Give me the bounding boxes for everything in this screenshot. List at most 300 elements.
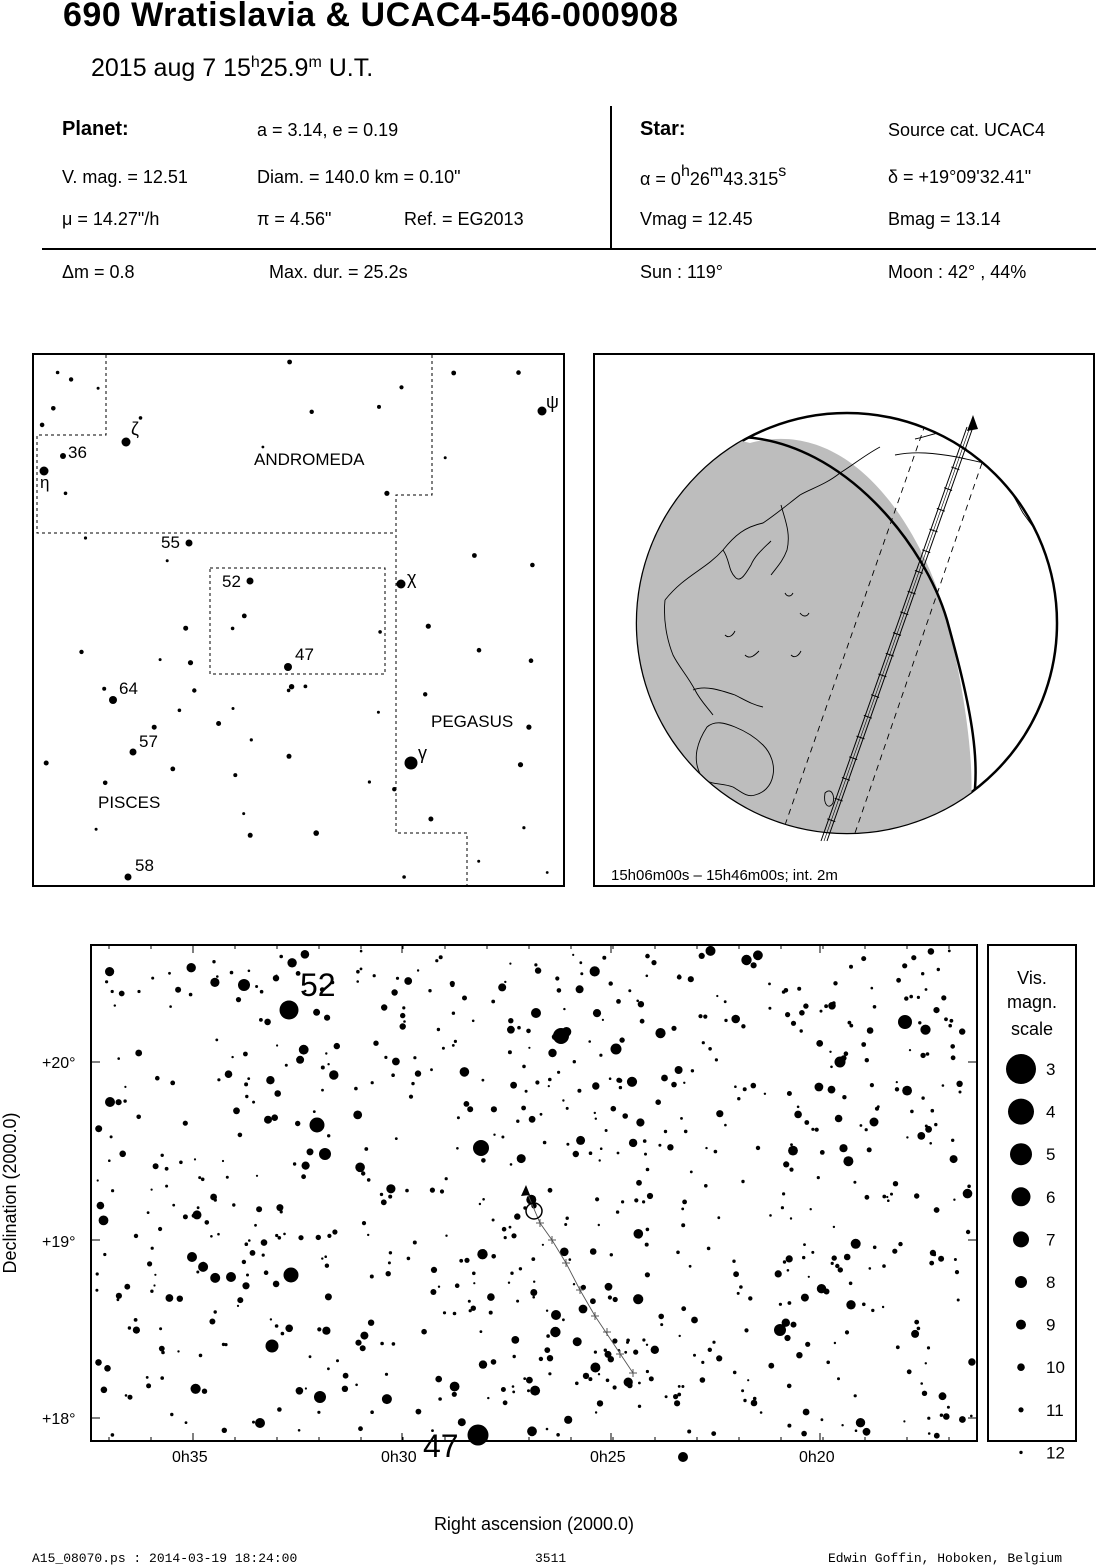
catalog-star	[343, 1373, 349, 1379]
catalog-star	[460, 1067, 470, 1077]
catalog-star	[546, 1428, 549, 1431]
catalog-star	[133, 1327, 140, 1334]
catalog-star	[701, 1361, 704, 1364]
catalog-star	[785, 1012, 790, 1017]
date-tail: U.T.	[321, 54, 374, 82]
star-label-gamma: γ	[418, 743, 427, 763]
catalog-star	[477, 1249, 487, 1259]
catalog-star	[248, 1239, 251, 1242]
catalog-star	[245, 1095, 248, 1098]
catalog-star	[843, 1156, 853, 1166]
catalog-star	[275, 1324, 279, 1328]
catalog-star	[230, 971, 234, 975]
planet-diam: Diam. = 140.0 km = 0.10"	[257, 167, 461, 187]
star-label-47: 47	[295, 645, 314, 664]
catalog-star	[887, 1199, 890, 1202]
finder-star	[399, 385, 403, 389]
catalog-star	[367, 1178, 371, 1182]
catalog-star	[527, 1426, 537, 1436]
catalog-star	[651, 960, 656, 965]
catalog-star	[617, 1152, 620, 1155]
catalog-star	[790, 1143, 793, 1146]
catalog-star	[197, 1206, 200, 1209]
catalog-star	[395, 1137, 398, 1140]
catalog-star	[264, 1270, 269, 1275]
alpha-s: s	[778, 163, 787, 180]
catalog-star	[471, 1306, 476, 1311]
catalog-star	[563, 1008, 565, 1010]
catalog-star	[737, 1292, 740, 1295]
catalog-star	[183, 1214, 188, 1219]
catalog-star	[187, 1252, 197, 1262]
catalog-star	[592, 1082, 599, 1089]
catalog-star	[386, 1184, 395, 1193]
catalog-star	[416, 1409, 422, 1415]
catalog-star	[667, 1144, 673, 1150]
catalog-star	[480, 1330, 483, 1333]
catalog-star	[856, 1418, 865, 1427]
x-axis-label: Right ascension (2000.0)	[433, 1514, 635, 1534]
delta-mag: Δm = 0.8	[62, 262, 135, 282]
catalog-star	[681, 1385, 684, 1388]
legend-dot-mag-3	[1006, 1054, 1036, 1084]
catalog-star	[575, 1382, 579, 1386]
catalog-star	[238, 979, 250, 991]
catalog-star	[882, 1306, 884, 1308]
catalog-star	[611, 1044, 622, 1055]
catalog-star	[933, 1007, 939, 1013]
legend-label-mag-6: 6	[1046, 1187, 1056, 1207]
catalog-star	[716, 1110, 723, 1117]
catalog-star	[159, 1327, 162, 1330]
catalog-star	[606, 1379, 610, 1383]
catalog-star	[674, 1400, 680, 1406]
catalog-star	[389, 1251, 392, 1254]
catalog-star	[548, 1078, 552, 1082]
footer-number: 3511	[535, 1551, 567, 1566]
catalog-star	[544, 1347, 550, 1353]
catalog-star	[325, 1293, 332, 1300]
catalog-star	[636, 1118, 644, 1126]
star-label-52: 52	[222, 572, 241, 591]
legend-label-mag-9: 9	[1046, 1315, 1056, 1335]
catalog-star	[191, 1384, 201, 1394]
catalog-star	[450, 981, 455, 986]
catalog-star	[247, 1077, 250, 1080]
finder-star	[51, 406, 56, 411]
catalog-star	[645, 1243, 649, 1247]
catalog-star	[775, 1270, 782, 1277]
catalog-star	[791, 1322, 797, 1328]
catalog-star	[865, 1128, 868, 1131]
catalog-star	[491, 1359, 497, 1365]
catalog-star	[295, 1121, 300, 1126]
catalog-star	[367, 1234, 369, 1236]
catalog-star	[160, 1376, 164, 1380]
catalog-star	[801, 1431, 807, 1437]
catalog-star	[786, 1255, 793, 1262]
date-m: m	[308, 54, 322, 71]
catalog-star	[605, 1283, 613, 1291]
catalog-star	[690, 1171, 693, 1174]
catalog-star	[566, 1143, 569, 1146]
catalog-star	[835, 1264, 839, 1268]
catalog-star	[616, 999, 621, 1004]
catalog-star	[920, 1382, 923, 1385]
catalog-star	[310, 1118, 325, 1133]
catalog-star	[831, 1262, 834, 1265]
catalog-star	[556, 1433, 560, 1437]
finder-star	[377, 405, 381, 409]
catalog-star	[911, 1330, 919, 1338]
alpha-m: m	[709, 163, 724, 180]
catalog-star	[275, 1234, 278, 1237]
catalog-star	[210, 1235, 213, 1238]
catalog-star	[854, 1394, 857, 1397]
catalog-star	[313, 1009, 320, 1016]
legend-label-mag-4: 4	[1046, 1102, 1056, 1122]
catalog-star	[959, 1028, 965, 1034]
catalog-star	[548, 1372, 551, 1375]
catalog-star	[243, 1052, 248, 1057]
catalog-star	[381, 1004, 387, 1010]
catalog-star	[492, 1219, 495, 1222]
catalog-star	[873, 1246, 877, 1250]
catalog-star	[941, 995, 946, 1000]
catalog-star	[741, 1180, 744, 1183]
catalog-star	[928, 948, 935, 955]
catalog-star	[768, 1363, 774, 1369]
sun-elongation: Sun : 119°	[640, 262, 723, 282]
catalog-star	[301, 1174, 306, 1179]
catalog-star	[922, 1391, 927, 1396]
catalog-star	[724, 1124, 727, 1127]
catalog-star	[970, 1415, 973, 1418]
catalog-star	[645, 954, 650, 959]
finder-star	[287, 360, 292, 365]
catalog-star	[519, 1267, 522, 1270]
finder-star	[186, 540, 193, 547]
catalog-star	[619, 1086, 622, 1089]
catalog-star	[816, 1040, 823, 1047]
catalog-star	[882, 1195, 886, 1199]
catalog-star	[543, 1141, 547, 1145]
catalog-star	[921, 972, 924, 975]
finder-star	[44, 761, 49, 766]
catalog-star	[256, 1175, 258, 1177]
finder-star	[522, 826, 525, 829]
catalog-star	[681, 1223, 685, 1227]
catalog-star	[846, 1300, 855, 1309]
catalog-star	[862, 1303, 866, 1307]
catalog-star	[262, 1254, 265, 1257]
catalog-star	[904, 996, 908, 1000]
catalog-star	[896, 978, 901, 983]
catalog-star	[921, 1096, 924, 1099]
catalog-star	[633, 1294, 643, 1304]
catalog-star	[535, 1080, 539, 1084]
catalog-star	[248, 970, 251, 973]
legend-dot-mag-12	[1019, 1451, 1022, 1454]
catalog-star	[111, 1189, 114, 1192]
catalog-star	[232, 1203, 235, 1206]
legend-dot-mag-7	[1013, 1231, 1029, 1247]
catalog-star	[833, 1226, 835, 1228]
catalog-star	[509, 1226, 512, 1229]
catalog-star	[360, 950, 363, 953]
catalog-star	[756, 1146, 760, 1150]
catalog-star	[950, 1155, 958, 1163]
catalog-star	[329, 1070, 338, 1079]
catalog-star	[708, 1047, 712, 1051]
catalog-star	[562, 1318, 565, 1321]
path-direction-arrow	[967, 415, 978, 431]
catalog-star	[640, 1019, 645, 1024]
finder-star	[378, 630, 382, 634]
finder-star	[40, 423, 45, 428]
legend-dot-mag-10	[1017, 1363, 1025, 1371]
catalog-star	[691, 1069, 694, 1072]
catalog-star	[417, 969, 419, 971]
catalog-star	[256, 1206, 262, 1212]
date-min: 25.9	[259, 54, 309, 82]
catalog-star	[507, 1026, 515, 1034]
catalog-star	[404, 977, 412, 985]
legend-dot-mag-9	[1016, 1320, 1026, 1330]
catalog-star	[134, 1318, 138, 1322]
catalog-star	[636, 1000, 639, 1003]
catalog-star	[557, 988, 562, 993]
finder-star	[451, 371, 456, 376]
catalog-star	[309, 1355, 312, 1358]
catalog-star	[517, 1026, 521, 1030]
catalog-star	[386, 1271, 391, 1276]
catalog-star	[626, 1339, 630, 1343]
catalog-star	[593, 1009, 601, 1017]
catalog-star	[917, 1132, 925, 1140]
catalog-star	[472, 1272, 476, 1276]
catalog-star	[342, 1386, 348, 1392]
catalog-star	[600, 1147, 603, 1150]
catalog-star	[602, 1019, 604, 1021]
catalog-star	[504, 1236, 507, 1239]
catalog-star	[254, 1224, 257, 1227]
catalog-star	[790, 1217, 792, 1219]
catalog-star	[731, 1015, 740, 1024]
catalog-star	[222, 1428, 227, 1433]
catalog-star	[284, 1268, 299, 1283]
planet-ref: Ref. = EG2013	[404, 209, 524, 229]
catalog-star	[214, 1199, 217, 1202]
catalog-star	[671, 1026, 676, 1031]
catalog-star	[177, 1350, 179, 1352]
catalog-star	[468, 1425, 489, 1446]
catalog-star	[569, 1258, 572, 1261]
catalog-star	[948, 1024, 952, 1028]
catalog-star	[226, 1176, 229, 1179]
catalog-star	[863, 1428, 871, 1436]
catalog-star	[871, 1309, 874, 1312]
catalog-star	[716, 1355, 722, 1361]
catalog-star	[957, 1299, 960, 1302]
catalog-star	[146, 1376, 149, 1379]
catalog-star	[260, 990, 264, 994]
catalog-star	[681, 1208, 684, 1211]
catalog-star	[384, 1056, 387, 1059]
catalog-star	[661, 1075, 668, 1082]
catalog-star	[255, 1418, 265, 1428]
catalog-star	[624, 1351, 627, 1354]
y-tick-19: +19°	[42, 1234, 76, 1251]
catalog-star	[925, 988, 928, 991]
catalog-star	[510, 1272, 513, 1275]
catalog-star	[415, 1070, 421, 1076]
catalog-star	[146, 1383, 151, 1388]
catalog-star	[261, 1239, 268, 1246]
catalog-star	[664, 1130, 667, 1133]
catalog-star	[805, 1342, 810, 1347]
catalog-star	[301, 950, 310, 959]
catalog-star	[452, 1044, 455, 1047]
finder-star	[69, 377, 73, 381]
catalog-star	[768, 1007, 771, 1010]
catalog-star	[704, 1184, 708, 1188]
catalog-star	[101, 1387, 108, 1394]
catalog-star	[634, 1198, 638, 1202]
catalog-star	[246, 1274, 249, 1277]
catalog-star	[322, 1327, 330, 1335]
catalog-star	[741, 955, 751, 965]
catalog-star	[918, 1021, 921, 1024]
catalog-star	[796, 1352, 802, 1358]
catalog-star	[271, 1114, 278, 1121]
moon-info: Moon : 42° , 44%	[888, 262, 1027, 282]
star-alpha	[640, 163, 786, 190]
catalog-star	[609, 1077, 612, 1080]
finder-star	[242, 614, 247, 619]
catalog-star	[327, 1063, 329, 1065]
catalog-star	[403, 1020, 406, 1023]
catalog-star	[373, 974, 376, 977]
catalog-star	[789, 1168, 793, 1172]
catalog-star	[955, 1270, 959, 1274]
catalog-star	[903, 1420, 905, 1422]
event-datetime	[91, 54, 373, 83]
catalog-star	[566, 1107, 569, 1110]
catalog-star	[963, 1189, 973, 1199]
catalog-star	[201, 1178, 205, 1182]
planet-heading: Planet:	[62, 118, 129, 140]
catalog-star	[503, 1400, 508, 1405]
catalog-star	[724, 1019, 727, 1022]
catalog-star	[830, 1066, 833, 1069]
catalog-star	[332, 1229, 337, 1234]
catalog-star	[473, 1282, 475, 1284]
catalog-star	[687, 1430, 691, 1434]
catalog-star	[950, 1019, 954, 1023]
catalog-star	[865, 1058, 869, 1062]
catalog-star	[608, 1295, 612, 1299]
catalog-star	[724, 1000, 727, 1003]
catalog-star	[317, 1327, 321, 1331]
catalog-star	[739, 1285, 743, 1289]
catalog-star	[111, 1433, 115, 1437]
catalog-star	[811, 1128, 814, 1131]
catalog-star	[285, 1064, 288, 1067]
catalog-star	[353, 1111, 362, 1120]
catalog-star	[279, 955, 283, 959]
legend-label-mag-5: 5	[1046, 1145, 1056, 1165]
catalog-star	[287, 958, 296, 967]
catalog-star	[242, 1260, 246, 1264]
star-label-eta: η	[40, 473, 50, 492]
alpha-pre: α = 0	[640, 169, 681, 189]
finder-star	[526, 725, 531, 730]
star-label-58: 58	[135, 856, 154, 875]
catalog-star	[634, 1229, 644, 1239]
catalog-star	[175, 987, 181, 993]
finder-star	[122, 438, 131, 447]
finder-star	[516, 370, 521, 375]
catalog-star	[616, 1210, 619, 1213]
catalog-star	[943, 1413, 950, 1420]
catalog-star	[836, 1059, 839, 1062]
catalog-star	[753, 950, 763, 960]
catalog-star	[493, 1134, 495, 1136]
catalog-star	[660, 1323, 663, 1326]
catalog-star	[703, 1015, 707, 1019]
legend-label-mag-10: 10	[1046, 1358, 1065, 1378]
catalog-star	[782, 1319, 790, 1327]
finder-star	[368, 780, 371, 783]
catalog-star	[788, 1146, 798, 1156]
catalog-star	[744, 1328, 748, 1332]
finder-star	[423, 692, 427, 696]
catalog-star	[479, 1203, 481, 1205]
catalog-star	[646, 1168, 650, 1172]
finder-star	[216, 721, 221, 726]
catalog-star	[937, 968, 940, 971]
finder-chart	[32, 353, 565, 887]
finder-star	[304, 685, 308, 689]
catalog-star	[598, 1373, 600, 1375]
catalog-star	[355, 1384, 358, 1387]
catalog-star	[370, 1275, 374, 1279]
catalog-star	[108, 1159, 111, 1162]
catalog-star	[959, 1091, 962, 1094]
x-tick-0h20: 0h20	[799, 1449, 835, 1466]
catalog-star	[638, 1382, 641, 1385]
catalog-star	[482, 1198, 485, 1201]
finder-star	[152, 725, 157, 730]
catalog-star	[802, 1256, 805, 1259]
catalog-star	[158, 1227, 162, 1231]
catalog-star	[934, 1207, 940, 1213]
catalog-star	[105, 967, 114, 976]
catalog-star	[583, 1373, 589, 1379]
catalog-star	[651, 1346, 659, 1354]
catalog-star	[170, 1413, 173, 1416]
finder-star	[95, 828, 98, 831]
catalog-star	[929, 1142, 932, 1145]
star-label-psi: ψ	[546, 392, 559, 412]
catalog-star	[392, 1058, 400, 1066]
catalog-star	[119, 991, 125, 997]
catalog-star	[313, 1110, 316, 1113]
catalog-star	[453, 1312, 457, 1316]
finder-star	[183, 626, 188, 631]
finder-star	[242, 812, 245, 815]
